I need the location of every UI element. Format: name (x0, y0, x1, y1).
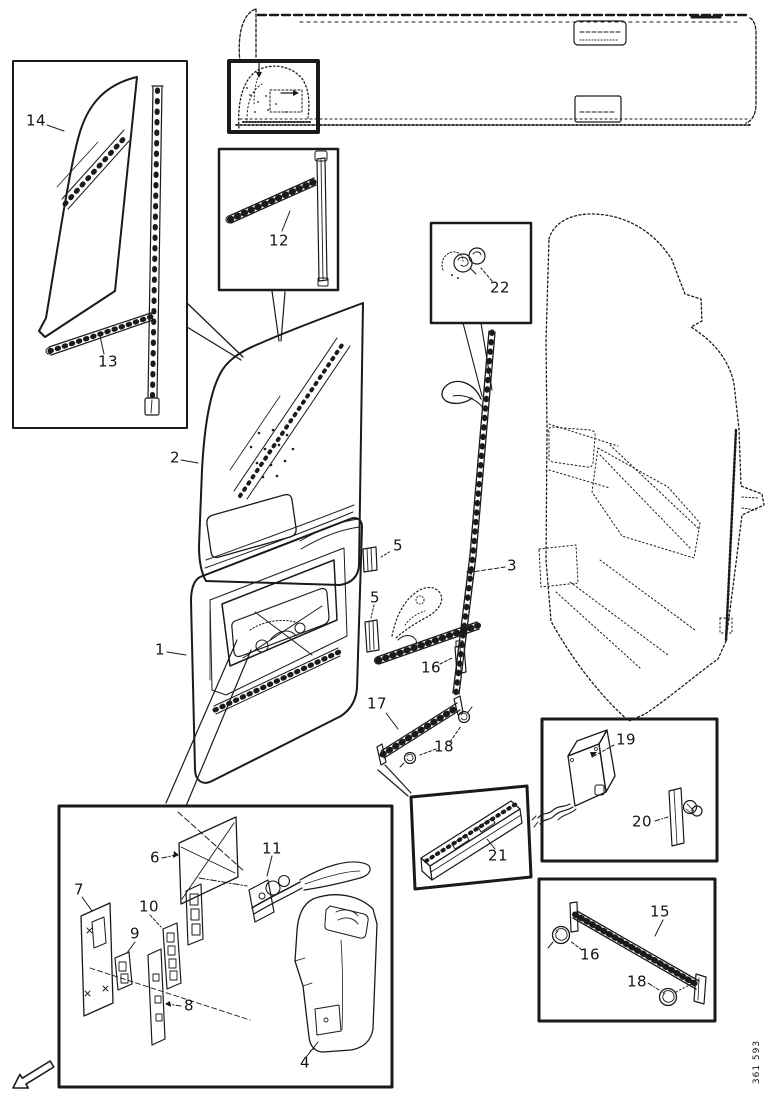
part-label-18-box: 18 (626, 972, 648, 991)
door-glass-drawing (181, 303, 363, 585)
part-label-4: 4 (299, 1053, 311, 1072)
part-label-21: 21 (487, 846, 509, 865)
part-label-16-box: 16 (579, 945, 601, 964)
part-label-5-lower: 5 (369, 588, 381, 607)
part-label-13: 13 (97, 352, 119, 371)
cab-profile-drawing (236, 9, 756, 125)
inset-box-lock-hardware (59, 806, 392, 1087)
part-label-11: 11 (261, 839, 283, 858)
part-label-18-door: 18 (433, 737, 455, 756)
part-label-12: 12 (268, 231, 290, 250)
part-label-15: 15 (649, 902, 671, 921)
part-label-19: 19 (615, 730, 637, 749)
part-label-1: 1 (154, 640, 166, 659)
direction-arrow-icon (13, 1061, 54, 1088)
part-label-3: 3 (506, 556, 518, 575)
part-label-2: 2 (169, 448, 181, 467)
part-label-6: 6 (149, 848, 161, 867)
part-label-10: 10 (138, 897, 160, 916)
cab-side-aperture-drawing (539, 214, 764, 721)
door-assembly-drawing (166, 505, 362, 806)
figure-number: 361 593 (752, 1039, 762, 1085)
part-label-5-upper: 5 (392, 536, 404, 555)
part-label-9: 9 (129, 924, 141, 943)
rail-3-drawing (442, 331, 505, 694)
part-label-20: 20 (631, 812, 653, 831)
part-label-17: 17 (366, 694, 388, 713)
inset-box-glass-14-13 (13, 61, 243, 428)
part-label-14: 14 (25, 111, 47, 130)
cab-door-highlight-box (229, 61, 318, 132)
rail-17-drawing (377, 696, 472, 796)
part-label-16-door: 16 (420, 658, 442, 677)
inset-box-sill-21 (411, 786, 531, 889)
inset-box-rail-15-16-18 (539, 879, 715, 1021)
part-label-7: 7 (73, 880, 85, 899)
part-label-8: 8 (183, 996, 195, 1015)
inset-box-fasteners-22 (431, 223, 531, 396)
part-label-22: 22 (489, 278, 511, 297)
